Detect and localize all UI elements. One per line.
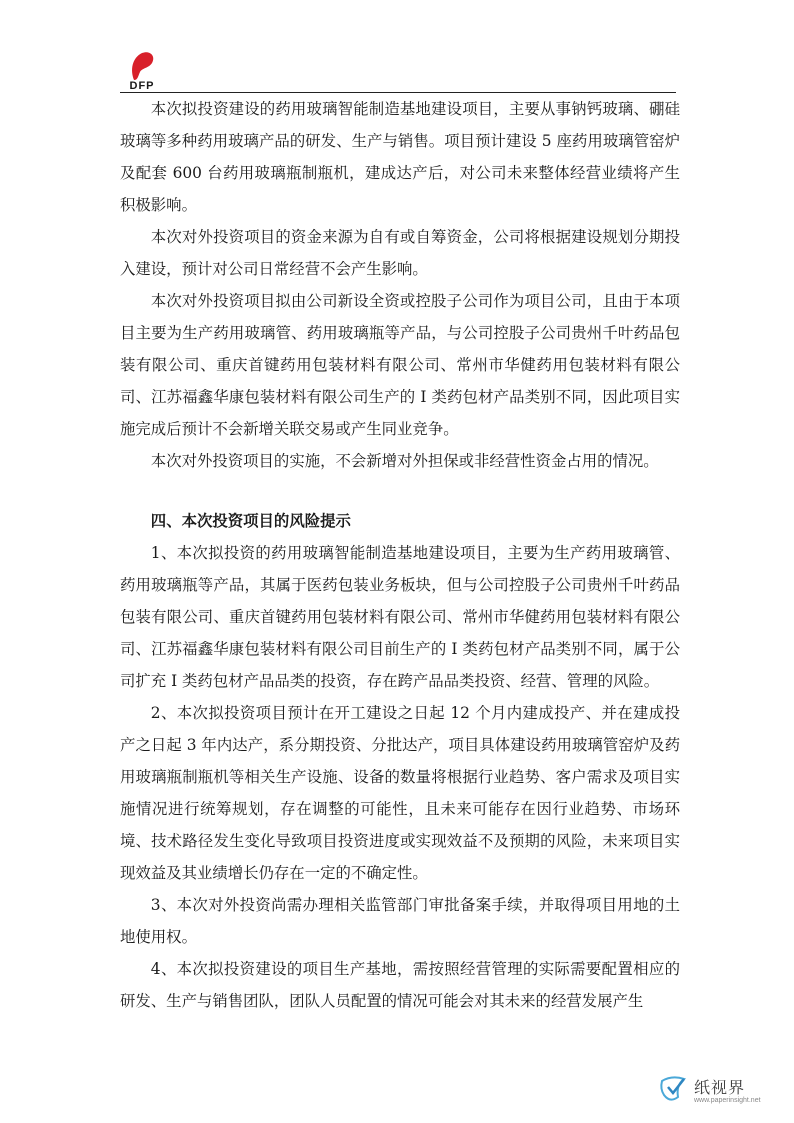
- watermark-url: www.paperinsight.net: [694, 1097, 761, 1104]
- company-logo: [120, 50, 164, 96]
- intro-paragraph-2: 本次对外投资项目的资金来源为自有或自筹资金，公司将根据建设规划分期投入建设，预计对公司日常经营不会产生影响。: [120, 228, 680, 278]
- risk-paragraph-3: 3、本次对外投资尚需办理相关监管部门审批备案手续，并取得项目用地的土地使用权。: [120, 896, 680, 946]
- watermark: [658, 1073, 768, 1111]
- risk-paragraph-4: 4、本次拟投资建设的项目生产基地，需按照经营管理的实际需要配置相应的研发、生产与销售团队，团队人员配置的情况可能会对其未来的经营发展产生: [120, 960, 680, 1010]
- risk-paragraph-2: 2、本次拟投资项目预计在开工建设之日起 12 个月内建成投产、并在建成投产之日起 3 年内达产，系分期投资、分批达产，项目具体建设药用玻璃管窑炉及药用玻璃瓶制瓶机等相关生产设施、设备的数量将根据行业趋势、客户需求及项目实施情况进行统筹规划，存在调整的可能性，且未来可能存在因行业趋势、市场环境、技术路径发生变化导致项目投资进度或实现效益不及预期的风险，未来项目实现效益及其业绩增长仍存在一定的不确定性。: [120, 704, 680, 882]
- logo-mark-icon: [126, 50, 156, 84]
- intro-paragraph-3: 本次对外投资项目拟由公司新设全资或控股子公司作为项目公司，且由于本项目主要为生产药用玻璃管、药用玻璃瓶等产品，与公司控股子公司贵州千叶药品包装有限公司、重庆首键药用包装材料有限公司、常州市华健药用包装材料有限公司、江苏福鑫华康包装材料有限公司生产的 I 类药包材产品类别不同，因此项目实施完成后预计不会新增关联交易或产生同业竞争。: [120, 292, 680, 438]
- logo-text: DFP: [129, 80, 155, 92]
- watermark-title: 纸视界: [694, 1078, 746, 1097]
- watermark-logo-icon: [658, 1073, 690, 1105]
- document-body: [120, 93, 680, 1017]
- intro-paragraph-4: 本次对外投资项目的实施，不会新增对外担保或非经营性资金占用的情况。: [150, 452, 659, 470]
- section-heading: 四、本次投资项目的风险提示: [150, 512, 351, 530]
- intro-paragraph-1: 本次拟投资建设的药用玻璃智能制造基地建设项目，主要从事钠钙玻璃、硼硅玻璃等多种药用玻璃产品的研发、生产与销售。项目预计建设 5 座药用玻璃管窑炉及配套 600 台药用玻璃瓶制瓶机，建成达产后，对公司未来整体经营业绩将产生积极影响。: [120, 100, 680, 214]
- risk-paragraph-1: 1、本次拟投资的药用玻璃智能制造基地建设项目，主要为生产药用玻璃管、药用玻璃瓶等产品，其属于医药包装业务板块，但与公司控股子公司贵州千叶药品包装有限公司、重庆首键药用包装材料有限公司、常州市华健药用包装材料有限公司、江苏福鑫华康包装材料有限公司目前生产的 I 类药包材产品类别不同，属于公司扩充 I 类药包材产品品类的投资，存在跨产品品类投资、经营、管理的风险。: [120, 544, 680, 690]
